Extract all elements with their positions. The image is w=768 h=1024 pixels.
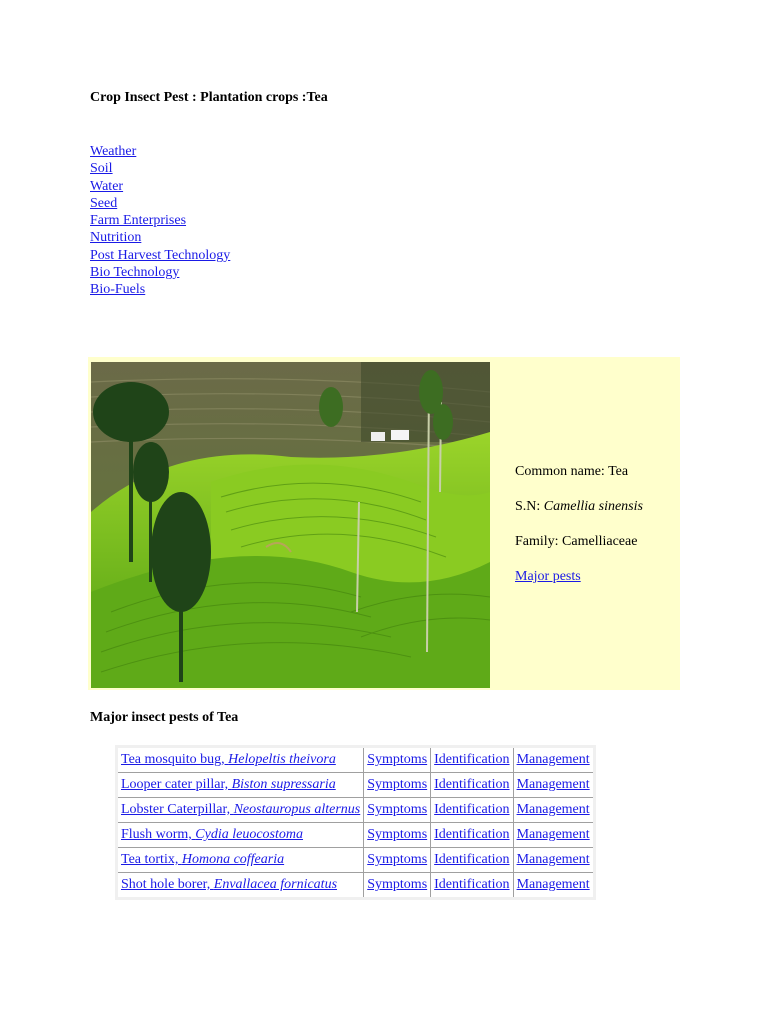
nav-link-post-harvest[interactable]: Post Harvest Technology (90, 247, 231, 263)
pest-name-link[interactable] (121, 827, 303, 842)
pest-scientific-name: Homona coffearia (181, 852, 285, 867)
pest-name-link[interactable] (121, 802, 360, 817)
symptoms-cell (364, 773, 431, 798)
symptoms-cell (364, 823, 431, 848)
table-row (117, 798, 595, 823)
table-row (117, 823, 595, 848)
pest-name-link[interactable] (121, 852, 284, 867)
management-link[interactable]: Management (516, 827, 590, 842)
identification-link[interactable]: Identification (434, 777, 510, 792)
page-title: Crop Insect Pest : Plantation crops :Tea (90, 90, 328, 105)
identification-cell (431, 747, 513, 773)
management-link[interactable]: Management (516, 877, 590, 892)
management-cell (513, 747, 594, 773)
scientific-name (515, 498, 643, 515)
pest-common-name: Shot hole borer, (121, 877, 214, 892)
symptoms-cell (364, 848, 431, 873)
management-cell (513, 848, 594, 873)
crop-info (515, 463, 643, 603)
pest-scientific-name: Envallacea fornicatus (213, 877, 338, 892)
table-row (117, 848, 595, 873)
nav-link-bio-fuels[interactable]: Bio-Fuels (90, 282, 146, 298)
symptoms-cell (364, 798, 431, 823)
crop-info-panel (88, 357, 680, 690)
identification-cell (431, 823, 513, 848)
symptoms-cell (364, 747, 431, 773)
pest-name-cell (117, 747, 364, 773)
pests-table (115, 745, 596, 900)
nav-link-bio-technology[interactable]: Bio Technology (90, 265, 180, 281)
identification-link[interactable]: Identification (434, 852, 510, 867)
common-name: Common name: Tea (515, 464, 629, 479)
symptoms-link[interactable]: Symptoms (367, 802, 428, 817)
pest-scientific-name: Cydia leuocostoma (195, 827, 304, 842)
pest-name-link[interactable] (121, 752, 336, 767)
identification-link[interactable]: Identification (434, 827, 510, 842)
pest-name-cell (117, 798, 364, 823)
pest-common-name: Tea mosquito bug, (121, 752, 229, 767)
identification-link[interactable]: Identification (434, 752, 510, 767)
pest-name-link[interactable] (121, 777, 336, 792)
pest-common-name: Tea tortix, (121, 852, 182, 867)
table-row (117, 773, 595, 798)
identification-link[interactable]: Identification (434, 802, 510, 817)
symptoms-link[interactable]: Symptoms (367, 877, 428, 892)
management-cell (513, 773, 594, 798)
nav-link-weather[interactable]: Weather (90, 144, 137, 159)
table-row (117, 873, 595, 899)
management-cell (513, 873, 594, 899)
pest-scientific-name: Neostauropus alternus (233, 802, 361, 817)
pest-scientific-name: Helopeltis theivora (228, 752, 336, 767)
pest-name-link[interactable] (121, 877, 337, 892)
pest-name-cell (117, 873, 364, 899)
management-cell (513, 823, 594, 848)
pest-name-cell (117, 823, 364, 848)
nav-link-water[interactable]: Water (90, 178, 124, 194)
nav-link-nutrition[interactable]: Nutrition (90, 230, 142, 246)
symptoms-link[interactable]: Symptoms (367, 777, 428, 792)
scientific-name-value: Camellia sinensis (543, 499, 643, 514)
pest-common-name: Lobster Caterpillar, (121, 802, 234, 817)
identification-cell (431, 773, 513, 798)
pest-name-cell (117, 848, 364, 873)
symptoms-cell (364, 873, 431, 899)
pest-scientific-name: Biston supressaria (231, 777, 336, 792)
symptoms-link[interactable]: Symptoms (367, 752, 428, 767)
identification-link[interactable]: Identification (434, 877, 510, 892)
nav-link-seed[interactable]: Seed (90, 195, 118, 211)
family: Family: Camelliaceae (515, 534, 638, 549)
nav-links (90, 143, 230, 299)
management-link[interactable]: Management (516, 852, 590, 867)
pest-common-name: Flush worm, (121, 827, 196, 842)
identification-cell (431, 873, 513, 899)
scientific-name-label: S.N: (515, 499, 544, 514)
major-pests-link[interactable]: Major pests (515, 569, 581, 584)
pests-heading: Major insect pests of Tea (90, 710, 239, 725)
nav-link-farm-enterprises[interactable]: Farm Enterprises (90, 213, 187, 229)
management-link[interactable]: Management (516, 802, 590, 817)
management-cell (513, 798, 594, 823)
pest-common-name: Looper cater pillar, (121, 777, 232, 792)
pest-name-cell (117, 773, 364, 798)
identification-cell (431, 848, 513, 873)
tea-plantation-image (91, 362, 490, 688)
table-row (117, 747, 595, 773)
symptoms-link[interactable]: Symptoms (367, 827, 428, 842)
management-link[interactable]: Management (516, 777, 590, 792)
major-pests-paragraph (515, 568, 643, 585)
identification-cell (431, 798, 513, 823)
management-link[interactable]: Management (516, 752, 590, 767)
symptoms-link[interactable]: Symptoms (367, 852, 428, 867)
nav-link-soil[interactable]: Soil (90, 161, 113, 177)
